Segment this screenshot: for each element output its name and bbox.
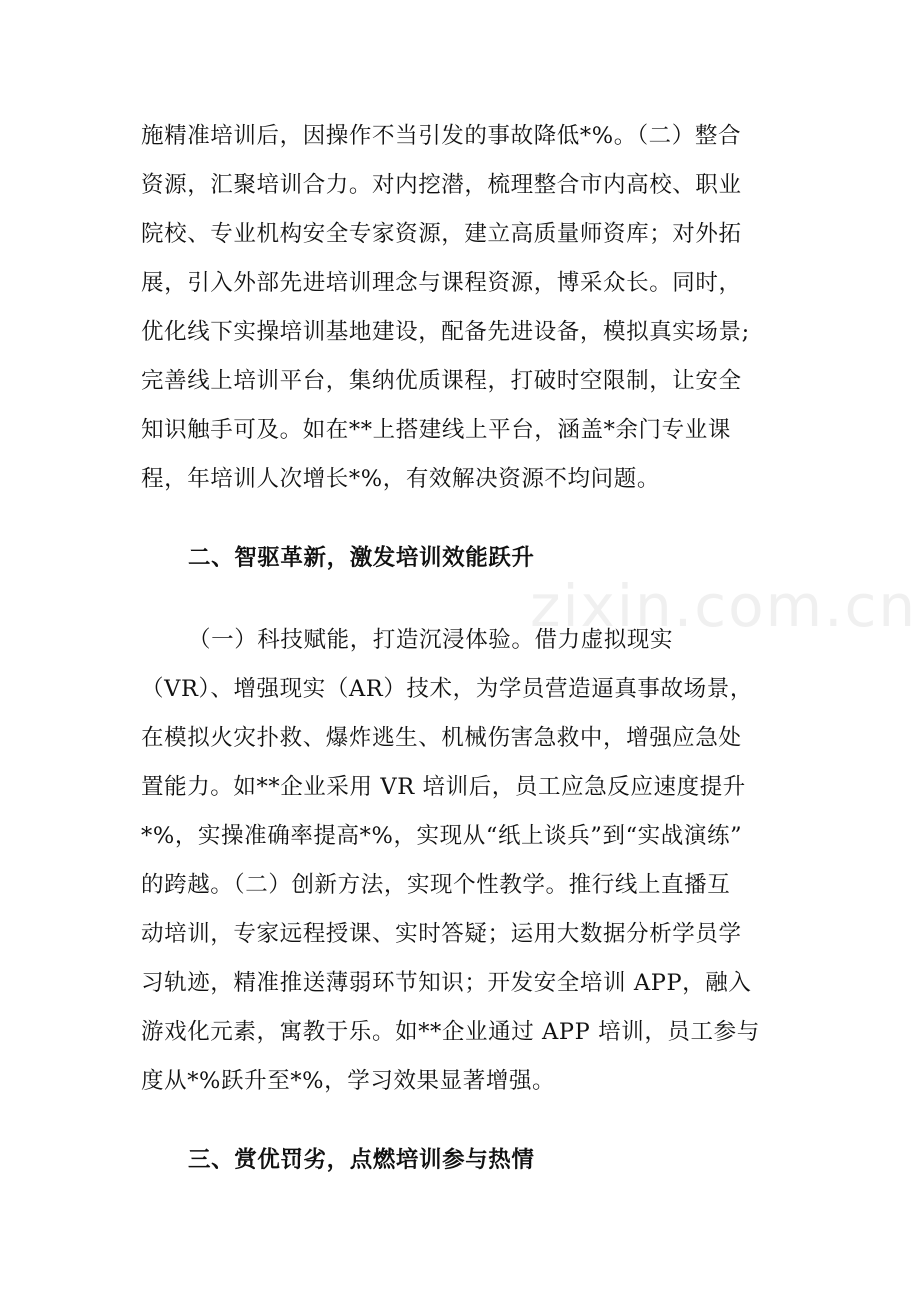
section-heading: 二、智驱革新，激发培训效能跃升 bbox=[188, 545, 535, 571]
paragraph-line: 游戏化元素，寓教于乐。如**企业通过 APP 培训，员工参与 bbox=[141, 1019, 760, 1045]
paragraph-line: 度从*%跃升至*%，学习效果显著增强。 bbox=[141, 1068, 556, 1094]
paragraph-line: 资源，汇聚培训合力。对内挖潜，梳理整合市内高校、职业 bbox=[141, 172, 742, 198]
paragraph-line: 在模拟火灾扑救、爆炸逃生、机械伤害急救中，增强应急处 bbox=[141, 725, 742, 751]
paragraph-line: *%，实操准确率提高*%，实现从“纸上谈兵”到“实战演练” bbox=[141, 823, 743, 849]
paragraph-line: 习轨迹，精准推送薄弱环节知识；开发安全培训 APP，融入 bbox=[141, 970, 752, 996]
paragraph-line: 的跨越。（二）创新方法，实现个性教学。推行线上直播互 bbox=[141, 872, 731, 898]
paragraph-line: 院校、专业机构安全专家资源，建立高质量师资库；对外拓 bbox=[141, 221, 742, 247]
paragraph-line: （一）科技赋能，打造沉浸体验。借力虚拟现实 bbox=[188, 627, 674, 653]
paragraph-line: 完善线上培训平台，集纳优质课程，打破时空限制，让安全 bbox=[141, 368, 742, 394]
section-heading: 三、赏优罚劣，点燃培训参与热情 bbox=[188, 1147, 535, 1173]
paragraph-line: 展，引入外部先进培训理念与课程资源，博采众长。同时， bbox=[141, 270, 742, 296]
paragraph-line: 知识触手可及。如在**上搭建线上平台，涵盖*余门专业课 bbox=[141, 417, 731, 443]
paragraph-line: （VR）、增强现实（AR）技术，为学员营造逼真事故场景， bbox=[141, 676, 753, 702]
paragraph-line: 置能力。如**企业采用 VR 培训后，员工应急反应速度提升 bbox=[141, 774, 746, 800]
paragraph-line: 动培训，专家远程授课、实时答疑；运用大数据分析学员学 bbox=[141, 921, 742, 947]
paragraph-line: 程，年培训人次增长*%，有效解决资源不均问题。 bbox=[141, 466, 660, 492]
watermark: zixin.com.cn bbox=[530, 572, 918, 640]
paragraph-line: 优化线下实操培训基地建设，配备先进设备，模拟真实场景; bbox=[141, 319, 750, 345]
paragraph-line: 施精准培训后，因操作不当引发的事故降低*%。（二）整合 bbox=[141, 123, 742, 149]
